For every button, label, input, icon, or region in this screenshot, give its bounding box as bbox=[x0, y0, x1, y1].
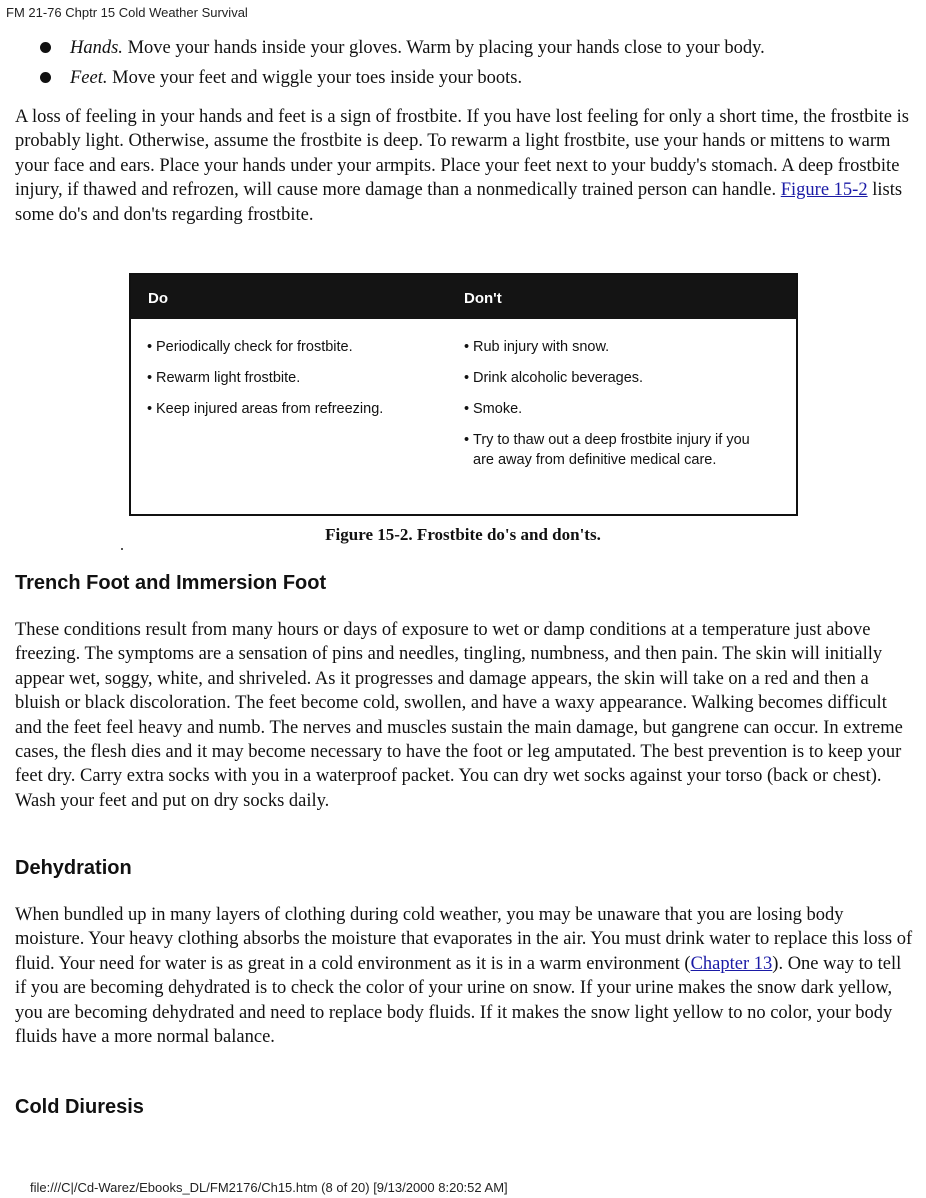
list-item bbox=[40, 36, 920, 66]
bullet-term: Feet. bbox=[70, 68, 108, 88]
bullet-text: Move your hands inside your gloves. Warm by placing your hands close to your body. bbox=[122, 38, 765, 58]
dehydration-paragraph bbox=[15, 903, 915, 1049]
page-footer: file:///C|/Cd-Warez/Ebooks_DL/FM2176/Ch15.htm (8 of 20) [9/13/2000 8:20:52 AM] bbox=[30, 1180, 508, 1195]
figure-15-2-link[interactable]: Figure 15-2 bbox=[780, 180, 868, 201]
frostbite-dos-donts-figure bbox=[129, 273, 798, 516]
paragraph-text: When bundled up in many layers of clothing during cold weather, you may be unaware that you are losing body moisture. Your heavy clothing absorbs the moisture that evaporates in the air. You must drink water to replace this loss of fluid. Your need for water is as great in a cold environment as it is in a warm environment ( bbox=[15, 905, 913, 974]
paragraph-text: A loss of feeling in your hands and feet is a sign of frostbite. If you have lost feeling for only a short time, the frostbite is probably light. Otherwise, assume the frostbite is deep. To rewarm a light frostbite, use your hands or mittens to warm your face and ears. Place your hands under your armpits. Place your feet next to your buddy's stomach. A deep frostbite injury, if thawed and refrozen, will cause more damage than a nonmedically trained person can handle. bbox=[15, 107, 909, 201]
paragraph-text: ). One way to tell if you are becoming dehydrated is to check the color of your urine on snow. If your urine makes the snow dark yellow, you are becoming dehydrated and need to replace body fluids. If it makes the snow light yellow to no color, your body fluids have a more normal balance. bbox=[15, 953, 902, 1048]
dont-item: • Rub injury with snow. bbox=[464, 337, 774, 357]
bullet-term: Hands. bbox=[70, 38, 123, 58]
do-item: • Rewarm light frostbite. bbox=[147, 368, 447, 388]
chapter-13-link[interactable]: Chapter 13 bbox=[690, 953, 773, 974]
dehydration-heading: Dehydration bbox=[15, 857, 132, 879]
bullet-icon bbox=[40, 72, 51, 83]
dont-column bbox=[464, 337, 774, 481]
do-item: • Keep injured areas from refreezing. bbox=[147, 399, 447, 419]
bullet-text: Move your feet and wiggle your toes inside your boots. bbox=[107, 68, 523, 88]
cold-diuresis-heading: Cold Diuresis bbox=[15, 1096, 144, 1118]
dont-item: • Smoke. bbox=[464, 399, 774, 419]
frostbite-paragraph bbox=[15, 105, 915, 227]
paragraph-text: lists some do's and don'ts regarding frostbite. bbox=[15, 180, 903, 225]
page-header: FM 21-76 Chptr 15 Cold Weather Survival bbox=[6, 5, 248, 20]
do-column-header: Do bbox=[148, 290, 168, 307]
trench-foot-paragraph: These conditions result from many hours or days of exposure to wet or damp conditions at a temperature just above freezing. The symptoms are a sensation of pins and needles, tingling, numbness, and then pain. The skin will initially appear wet, soggy, white, and shriveled. As it progresses and damage appears, the skin will take on a red and then a bluish or black discoloration. The feet become cold, swollen, and have a waxy appearance. Walking becomes difficult and the feet feel heavy and numb. The nerves and muscles sustain the main damage, but gangrene can occur. In extreme cases, the flesh dies and it may become necessary to have the foot or leg amputated. The best prevention is to keep your feet dry. Carry extra socks with you in a waterproof packet. You can dry wet socks against your torso (back or chest). Wash your feet and put on dry socks daily. bbox=[15, 620, 903, 811]
dont-column-header: Don't bbox=[464, 290, 502, 307]
dont-item: • Try to thaw out a deep frostbite injury if you are away from definitive medical care. bbox=[464, 430, 774, 470]
scan-speck bbox=[121, 548, 123, 550]
figure-caption: Figure 15-2. Frostbite do's and don'ts. bbox=[325, 525, 601, 544]
bullet-icon bbox=[40, 42, 51, 53]
do-item: • Periodically check for frostbite. bbox=[147, 337, 447, 357]
dont-item: • Drink alcoholic beverages. bbox=[464, 368, 774, 388]
figure-header-row bbox=[131, 275, 796, 319]
do-column bbox=[147, 337, 447, 430]
list-item bbox=[40, 66, 920, 96]
trench-foot-heading: Trench Foot and Immersion Foot bbox=[15, 572, 327, 594]
bullet-list bbox=[40, 36, 920, 96]
